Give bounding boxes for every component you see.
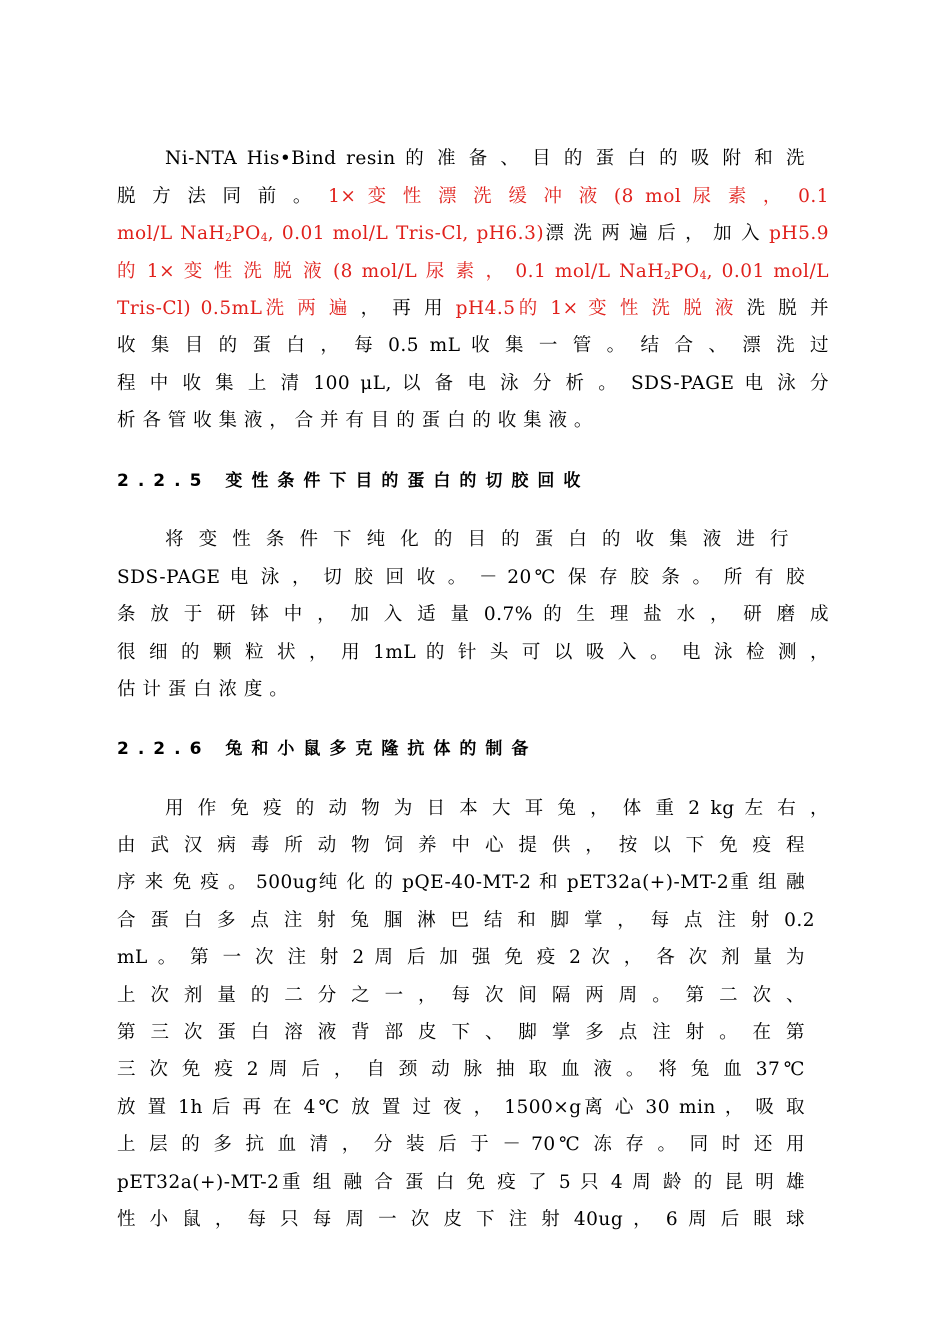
p1-l3-c: PO [232, 223, 261, 244]
p1-l3-a: mol/L NaH [117, 223, 226, 244]
p3-line-9: 放 置 1h 后 再 在 4℃ 放 置 过 夜 ， 1500×g离 心 30 min ， 吸 取 [117, 1097, 805, 1118]
p3-line-12: 性 小 鼠 ， 每 只 每 周 一 次 皮 下 注 射 40ug ， 6 周 后 眼 球 [117, 1209, 805, 1230]
p1-line-3 [117, 222, 829, 246]
p3-line-3: 序 来 免 疫 。 500ug纯 化 的 pQE-40-MT-2 和 pET32a(+)-MT-2重 组 融 [117, 872, 805, 893]
p1-l3-d: 4 [260, 231, 268, 244]
p1-line-2-black: 脱 方 法 同 前 。 [117, 186, 317, 207]
p1-line-3-black: 漂 洗 两 遍 后 ， 加 入 [544, 223, 762, 244]
p3-line-7: 第 三 次 蛋 白 溶 液 背 部 皮 下 、 脚 掌 多 点 注 射 。 在 第 [117, 1022, 805, 1043]
p2-line-5: 估 计 蛋 白 浓 度 。 [117, 679, 289, 700]
p2-line-2: SDS-PAGE 电 泳 ， 切 胶 回 收 。 － 20℃ 保 存 胶 条 。 所 有 胶 [117, 567, 805, 588]
p1-line-3-red-a [117, 223, 544, 244]
p1-line-3-red-b: pH5.9 [769, 223, 829, 244]
p2-line-4: 很 细 的 颗 粒 状 ， 用 1mL 的 针 头 可 以 吸 入 。 电 泳 检 测 ， [117, 642, 829, 663]
section-heading-2-2-6: 2.2.6 兔和小鼠多克隆抗体的制备 [117, 739, 538, 759]
p3-line-10: 上 层 的 多 抗 血 清 ， 分 装 后 于 － 70℃ 冻 存 。 同 时 还 用 [117, 1134, 805, 1155]
p3-line-8: 三 次 免 疫 2 周 后 ， 自 颈 动 脉 抽 取 血 液 。 将 兔 血 37℃ [117, 1059, 805, 1080]
p1-l3-e: , 0.01 mol/L Tris-Cl, pH6.3) [267, 223, 545, 244]
p1-line-6: 收 集 目 的 蛋 白 ， 每 0.5 mL 收 集 一 管 。 结 合 、 漂 洗 过 [117, 335, 829, 356]
p3-line-5: mL 。 第 一 次 注 射 2 周 后 加 强 免 疫 2 次 ， 各 次 剂 量 为 [117, 947, 805, 968]
p1-line-4 [117, 260, 829, 284]
p1-line-5-black-b: 洗 脱 并 [746, 298, 829, 319]
p1-line-5-red-a: Tris-Cl) 0.5mL洗 两 遍 [117, 298, 352, 319]
p1-line-1: Ni-NTA His•Bind resin 的 准 备 、 目 的 蛋 白 的 吸 附 和 洗 [165, 148, 805, 169]
p2-line-1: 将 变 性 条 件 下 纯 化 的 目 的 蛋 白 的 收 集 液 进 行 [165, 529, 789, 550]
p2-line-3: 条 放 于 研 钵 中 ， 加 入 适 量 0.7% 的 生 理 盐 水 ， 研 磨 成 [117, 604, 829, 625]
p3-line-1: 用 作 免 疫 的 动 物 为 日 本 大 耳 兔 ， 体 重 2 kg 左 右 ， [165, 798, 829, 819]
p1-line-7: 程 中 收 集 上 清 100 μL, 以 备 电 泳 分 析 。 SDS-PAGE 电 泳 分 [117, 373, 829, 394]
p1-line-5 [117, 297, 829, 321]
p1-line-2-red: 1× 变 性 漂 洗 缓 冲 液 (8 mol 尿 素 ， 0.1 [328, 186, 829, 207]
p3-line-6: 上 次 剂 量 的 二 分 之 一 ， 每 次 间 隔 两 周 。 第 二 次 、 [117, 985, 805, 1006]
p1-l4-e: , 0.01 mol/L [706, 261, 829, 282]
p1-line-5-black-a: ， 再 用 [360, 298, 447, 319]
p3-line-2: 由 武 汉 病 毒 所 动 物 饲 养 中 心 提 供 ， 按 以 下 免 疫 程 [117, 835, 805, 856]
section-heading-2-2-5: 2.2.5 变性条件下目的蛋白的切胶回收 [117, 471, 590, 491]
p1-line-8: 析 各 管 收 集 液 ， 合 并 有 目 的 蛋 白 的 收 集 液 。 [117, 410, 593, 431]
p1-l4-a: 的 1× 变 性 洗 脱 液 (8 mol/L 尿 素 ， 0.1 mol/L NaH [117, 261, 664, 282]
p3-line-4: 合 蛋 白 多 点 注 射 兔 腘 淋 巴 结 和 脚 掌 ， 每 点 注 射 0.2 [117, 910, 815, 931]
p1-l4-c: PO [670, 261, 700, 282]
p1-line-5-red-b: pH4.5的 1× 变 性 洗 脱 液 [455, 298, 738, 319]
p1-l3-b: 2 [225, 231, 233, 244]
p1-l4-d: 4 [699, 269, 707, 282]
p1-line-2 [117, 185, 829, 209]
p3-line-11: pET32a(+)-MT-2重 组 融 合 蛋 白 免 疫 了 5 只 4 周 龄 的 昆 明 雄 [117, 1172, 805, 1193]
p1-l4-b: 2 [663, 269, 671, 282]
